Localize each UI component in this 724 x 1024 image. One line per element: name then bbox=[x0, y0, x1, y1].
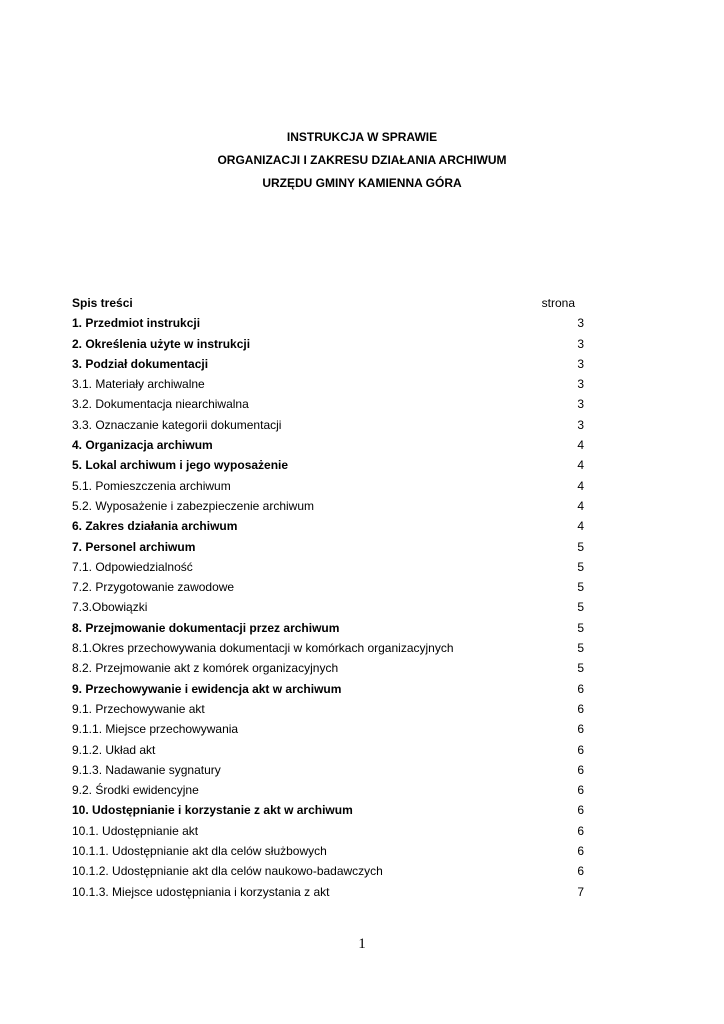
toc-entry-label: 4. Organizacja archiwum bbox=[72, 438, 213, 453]
toc-entry-label: 10.1.1. Udostępnianie akt dla celów służbowych bbox=[72, 844, 327, 859]
toc-entry bbox=[72, 435, 584, 455]
toc-entry-label: 10.1.2. Udostępnianie akt dla celów naukowo-badawczych bbox=[72, 864, 383, 879]
toc-entry-page: 4 bbox=[577, 438, 584, 453]
toc-entry-page: 3 bbox=[577, 377, 584, 392]
toc-entry-label: 5. Lokal archiwum i jego wyposażenie bbox=[72, 458, 289, 473]
table-of-contents bbox=[72, 293, 584, 902]
toc-entry-label: 5.1. Pomieszczenia archiwum bbox=[72, 478, 231, 493]
toc-entry bbox=[72, 861, 584, 881]
toc-entry bbox=[72, 658, 584, 678]
toc-entry bbox=[72, 577, 584, 597]
toc-entry-page: 6 bbox=[577, 701, 584, 716]
toc-entry-page: 5 bbox=[577, 600, 584, 615]
toc-entry-label: 10.1.3. Miejsce udostępniania i korzystania z akt bbox=[72, 884, 330, 899]
toc-entry-page: 5 bbox=[577, 559, 584, 574]
toc-entry-label: 3. Podział dokumentacji bbox=[72, 356, 209, 371]
toc-entry bbox=[72, 476, 584, 496]
toc-entry-label: 7. Personel archiwum bbox=[72, 539, 196, 554]
toc-entry-label: 8.1.Okres przechowywania dokumentacji w komórkach organizacyjnych bbox=[72, 641, 454, 656]
toc-header bbox=[72, 293, 584, 313]
toc-entry-page: 4 bbox=[577, 458, 584, 473]
toc-entry bbox=[72, 537, 584, 557]
toc-entry-page: 4 bbox=[577, 498, 584, 513]
toc-entry bbox=[72, 719, 584, 739]
toc-entry bbox=[72, 516, 584, 536]
toc-entry-page: 3 bbox=[577, 336, 584, 351]
toc-entry-label: 3.1. Materiały archiwalne bbox=[72, 377, 205, 392]
toc-entry bbox=[72, 394, 584, 414]
toc-entry-page: 5 bbox=[577, 661, 584, 676]
title-line: ORGANIZACJI I ZAKRESU DZIAŁANIA ARCHIWUM bbox=[217, 153, 507, 167]
toc-entry bbox=[72, 882, 584, 902]
toc-entry-page: 3 bbox=[577, 316, 584, 331]
toc-entry bbox=[72, 313, 584, 333]
toc-entry-label: 10.1. Udostępnianie akt bbox=[72, 823, 199, 838]
toc-heading: Spis treści bbox=[72, 296, 133, 310]
toc-entry bbox=[72, 699, 584, 719]
toc-entries bbox=[72, 313, 584, 902]
toc-entry-label: 3.3. Oznaczanie kategorii dokumentacji bbox=[72, 417, 282, 432]
toc-entry bbox=[72, 618, 584, 638]
toc-entry bbox=[72, 638, 584, 658]
toc-entry-label: 1. Przedmiot instrukcji bbox=[72, 316, 201, 331]
toc-entry-page: 5 bbox=[577, 580, 584, 595]
toc-entry-label: 10. Udostępnianie i korzystanie z akt w archiwum bbox=[72, 803, 353, 818]
toc-entry-label: 9.1.3. Nadawanie sygnatury bbox=[72, 762, 221, 777]
page-number: 1 bbox=[358, 936, 366, 952]
toc-entry bbox=[72, 455, 584, 475]
toc-entry-page: 6 bbox=[577, 823, 584, 838]
toc-entry-page: 6 bbox=[577, 681, 584, 696]
toc-entry-page: 5 bbox=[577, 641, 584, 656]
toc-entry-label: 2. Określenia użyte w instrukcji bbox=[72, 336, 251, 351]
toc-entry-page: 5 bbox=[577, 620, 584, 635]
toc-entry bbox=[72, 679, 584, 699]
toc-entry bbox=[72, 415, 584, 435]
toc-entry bbox=[72, 780, 584, 800]
toc-entry-page: 6 bbox=[577, 783, 584, 798]
toc-entry-page: 5 bbox=[577, 539, 584, 554]
toc-entry bbox=[72, 496, 584, 516]
toc-entry bbox=[72, 760, 584, 780]
toc-entry bbox=[72, 821, 584, 841]
toc-entry-page: 6 bbox=[577, 844, 584, 859]
toc-entry bbox=[72, 800, 584, 820]
toc-entry-label: 9.1. Przechowywanie akt bbox=[72, 701, 205, 716]
toc-entry-page: 6 bbox=[577, 722, 584, 737]
toc-entry bbox=[72, 597, 584, 617]
toc-entry-label: 9.1.2. Układ akt bbox=[72, 742, 156, 757]
toc-page-heading: strona bbox=[541, 296, 575, 310]
toc-entry-label: 7.3.Obowiązki bbox=[72, 600, 148, 615]
toc-entry bbox=[72, 557, 584, 577]
toc-entry bbox=[72, 374, 584, 394]
toc-entry-label: 6. Zakres działania archiwum bbox=[72, 519, 238, 534]
toc-entry bbox=[72, 334, 584, 354]
toc-entry-label: 9. Przechowywanie i ewidencja akt w archiwum bbox=[72, 681, 342, 696]
toc-entry-label: 7.1. Odpowiedzialność bbox=[72, 559, 193, 574]
toc-entry-page: 6 bbox=[577, 864, 584, 879]
title-line: URZĘDU GMINY KAMIENNA GÓRA bbox=[262, 176, 462, 190]
toc-entry-label: 8. Przejmowanie dokumentacji przez archiwum bbox=[72, 620, 340, 635]
toc-entry-page: 4 bbox=[577, 478, 584, 493]
toc-entry-page: 3 bbox=[577, 397, 584, 412]
toc-entry-label: 9.1.1. Miejsce przechowywania bbox=[72, 722, 239, 737]
toc-entry-page: 6 bbox=[577, 762, 584, 777]
toc-entry-page: 4 bbox=[577, 519, 584, 534]
toc-entry-label: 7.2. Przygotowanie zawodowe bbox=[72, 580, 235, 595]
toc-entry-page: 6 bbox=[577, 803, 584, 818]
toc-entry-label: 8.2. Przejmowanie akt z komórek organizacyjnych bbox=[72, 661, 339, 676]
toc-entry bbox=[72, 740, 584, 760]
title-line: INSTRUKCJA W SPRAWIE bbox=[286, 130, 438, 144]
toc-entry-label: 3.2. Dokumentacja niearchiwalna bbox=[72, 397, 249, 412]
toc-entry-page: 6 bbox=[577, 742, 584, 757]
toc-entry bbox=[72, 841, 584, 861]
toc-entry-label: 9.2. Środki ewidencyjne bbox=[72, 783, 199, 798]
toc-entry-label: 5.2. Wyposażenie i zabezpieczenie archiwum bbox=[72, 498, 315, 513]
document-title bbox=[0, 126, 724, 195]
toc-entry-page: 3 bbox=[577, 356, 584, 371]
toc-entry bbox=[72, 354, 584, 374]
toc-entry-page: 7 bbox=[577, 884, 584, 899]
toc-entry-page: 3 bbox=[577, 417, 584, 432]
